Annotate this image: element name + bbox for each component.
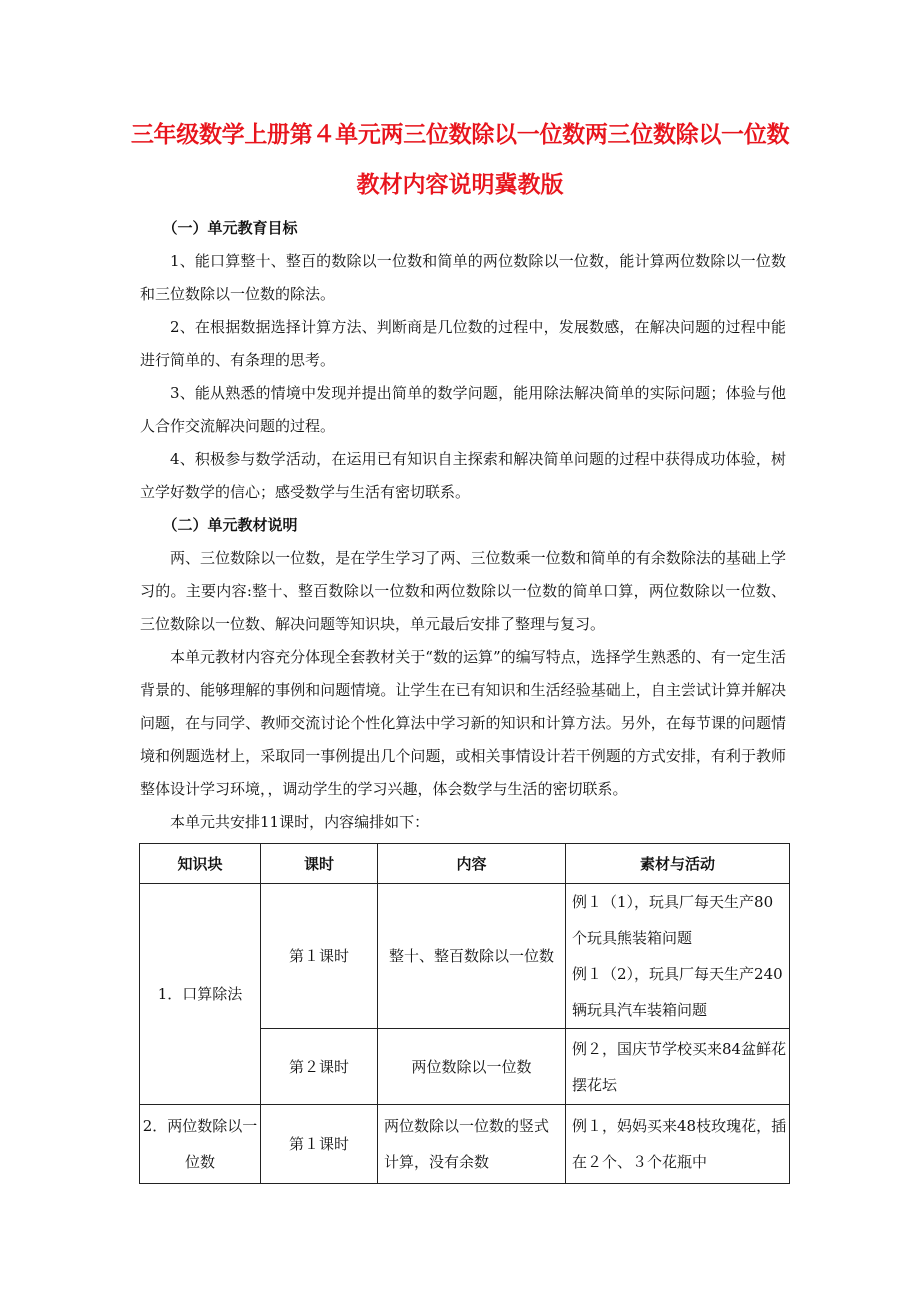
cell-lesson: 第２课时 [261, 1029, 378, 1105]
material-item: 例１（1），玩具厂每天生产80个玩具熊装箱问题 [572, 893, 774, 947]
paragraph: 1、能口算整十、整百的数除以一位数和简单的两位数除以一位数，能计算两位数除以一位数和三位数除以一位数的除法。 [140, 252, 786, 303]
document-body [140, 212, 786, 839]
table-header-row [140, 844, 790, 884]
lesson-plan-table [139, 843, 790, 1184]
cell-materials [566, 884, 790, 1029]
material-item: 例１（2），玩具厂每天生产240辆玩具汽车装箱问题 [572, 965, 783, 1019]
table-row [140, 1105, 790, 1184]
document-title-line-2: 教材内容说明冀教版 [356, 172, 564, 198]
cell-content: 两位数除以一位数 [378, 1029, 566, 1105]
cell-lesson: 第１课时 [261, 1105, 378, 1184]
paragraph: 本单元教材内容充分体现全套教材关于“数的运算”的编写特点，选择学生熟悉的、有一定生活背景的、能够理解的事例和问题情境。让学生在已有知识和生活经验基础上，自主尝试计算并解决问题，在与同学、教师交流讨论个性化算法中学习新的知识和计算方法。另外，在每节课的问题情境和例题选材上，采取同一事例提出几个问题，或相关事情设计若干例题的方式安排，有利于教师整体设计学习环境，，调动学生的学习兴趣，体会数学与生活的密切联系。 [140, 648, 786, 798]
paragraph: 3、能从熟悉的情境中发现并提出简单的数学问题，能用除法解决简单的实际问题；体验与他人合作交流解决问题的过程。 [140, 384, 786, 435]
header-materials: 素材与活动 [566, 844, 790, 884]
cell-lesson: 第１课时 [261, 884, 378, 1029]
section-heading-materials: （二）单元教材说明 [162, 516, 298, 534]
section-heading-goals: （一）单元教育目标 [162, 219, 298, 237]
cell-materials [566, 1029, 790, 1105]
cell-block: 1．口算除法 [140, 884, 261, 1105]
cell-materials [566, 1105, 790, 1184]
cell-content: 整十、整百数除以一位数 [378, 884, 566, 1029]
header-lesson: 课时 [261, 844, 378, 884]
paragraph: 4、积极参与数学活动，在运用已有知识自主探索和解决简单问题的过程中获得成功体验，树立学好数学的信心；感受数学与生活有密切联系。 [140, 450, 786, 501]
paragraph: 2、在根据数据选择计算方法、判断商是几位数的过程中，发展数感，在解决问题的过程中能进行简单的、有条理的思考。 [140, 318, 786, 369]
table-row [140, 884, 790, 1029]
header-block: 知识块 [140, 844, 261, 884]
paragraph: 两、三位数除以一位数，是在学生学习了两、三位数乘一位数和简单的有余数除法的基础上学习的。主要内容:整十、整百数除以一位数和两位数除以一位数的简单口算，两位数除以一位数、三位数除以一位数、解决问题等知识块，单元最后安排了整理与复习。 [140, 549, 786, 633]
header-content: 内容 [378, 844, 566, 884]
material-item: 例１，妈妈买来48枝玫瑰花，插在２个、３个花瓶中 [572, 1117, 787, 1171]
material-item: 例２，国庆节学校买来84盆鲜花摆花坛 [572, 1039, 787, 1094]
document-title-line-1: 三年级数学上册第４单元两三位数除以一位数两三位数除以一位数 [130, 122, 790, 148]
paragraph: 本单元共安排11课时，内容编排如下： [170, 813, 430, 831]
cell-block: 2．两位数除以一位数 [140, 1105, 261, 1184]
cell-content: 两位数除以一位数的竖式计算，没有余数 [378, 1105, 566, 1184]
